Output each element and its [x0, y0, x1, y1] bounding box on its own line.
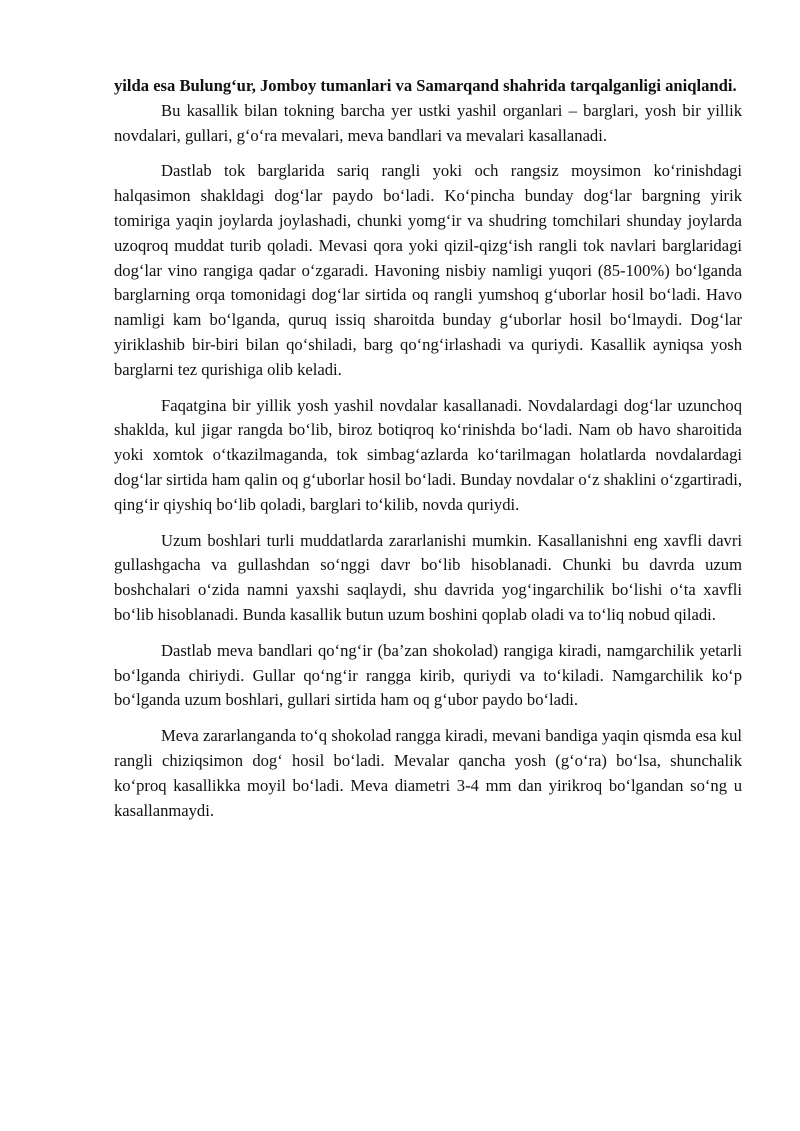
paragraph-stem-symptoms: Dastlab meva bandlari qo‘ng‘ir (ba’zan shokolad) rangiga kiradi, namgarchilik yetarli bo‘lganda chiriydi. Gullar qo‘ng‘ir rangga kirib, quriydi va to‘kiladi. Namgarchilik ko‘p bo‘lganda uzum boshlari, gullari sirtida ham oq g‘ubor paydo bo‘ladi. [114, 640, 742, 710]
paragraph-affected-organs: Bu kasallik bilan tokning barcha yer ustki yashil organlari – barglari, yosh bir yillik novdalari, gullari, g‘o‘ra mevalari, meva bandlari va mevalari kasallanadi. [114, 100, 742, 145]
paragraph-leaf-symptoms: Dastlab tok barglarida sariq rangli yoki och rangsiz moysimon ko‘rinishdagi halqasimon shakldagi dog‘lar paydo bo‘ladi. Ko‘pincha bunday dog‘lar bargning yirik tomiriga yaqin joylarda joylashadi, chunki yomg‘ir va shudring tomchilari shunday joylarda uzoqroq muddat turib qoladi. Mevasi qora yoki qizil-qizg‘ish rangli tok navlari barglaridagi dog‘lar vino rangiga qadar o‘zgaradi. Havoning nisbiy namligi yuqori (85-100%) bo‘lganda barglarning orqa tomonidagi dog‘lar sirtida oq rangli yumshoq g‘uborlar hosil bo‘ladi. Havo namligi kam bo‘lganda, quruq issiq sharoitda bunday g‘uborlar hosil bo‘lmaydi. Dog‘lar yiriklashib bir-biri bilan qo‘shiladi, barg qo‘ng‘irlashadi va quriydi. Kasallik ayniqsa yosh barglarni tez qurishiga olib keladi. [114, 161, 742, 379]
paragraph-cluster-damage: Uzum boshlari turli muddatlarda zararlanishi mumkin. Kasallanishni eng xavfli davri gullashgacha va gullashdan so‘nggi davr bo‘lib hisoblanadi. Chunki bu davrda uzum boshchalari o‘zida namni yaxshi saqlaydi, shu davrida yog‘ingarchilik bo‘lishi o‘ta xavfli bo‘lib hisoblanadi. Bunda kasallik butun uzum boshini qoplab oladi va to‘liq nobud qiladi. [114, 530, 742, 624]
paragraph-shoot-symptoms: Faqatgina bir yillik yosh yashil novdalar kasallanadi. Novdalardagi dog‘lar uzunchoq shaklda, kul jigar rangda bo‘lib, biroz botiqroq ko‘rinishda bo‘ladi. Nam ob havo sharoitida yoki xomtok o‘tkazilmaganda, tok simbag‘azlarda ko‘tarilmagan holatlarda novdalardagi dog‘lar sirtida ham qalin oq g‘uborlar hosil bo‘ladi. Bunday novdalar o‘z shaklini o‘zgartiradi, qing‘ir qiyshiq bo‘lib qoladi, barglari to‘kilib, novda quriydi. [114, 395, 742, 514]
document-page [114, 74, 742, 823]
lead-bold-text: yilda esa Bulung‘ur, Jomboy tumanlari va Samarqand shahrida tarqalganligi aniqlandi. [114, 76, 737, 95]
paragraph-berry-symptoms: Meva zararlanganda to‘q shokolad rangga kiradi, mevani bandiga yaqin qismda esa kul rangli chiziqsimon dog‘ hosil bo‘ladi. Mevalar qancha yosh (g‘o‘ra) bo‘lsa, shunchalik ko‘proq kasallikka moyil bo‘ladi. Meva diametri 3-4 mm dan yirikroq bo‘lgandan so‘ng u kasallanmaydi. [114, 726, 742, 820]
